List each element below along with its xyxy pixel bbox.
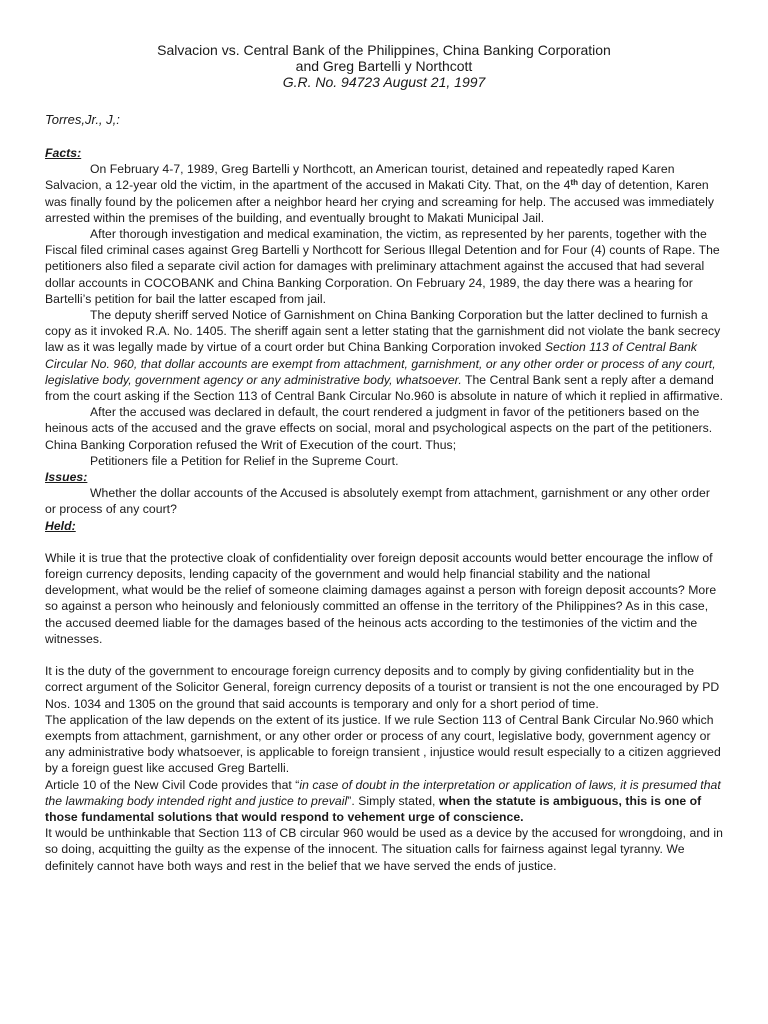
facts-paragraph-2: After thorough investigation and medical examination, the victim, as represented by her parents, together with the Fiscal filed criminal cases against Greg Bartelli y Northcott for Serious Illegal Detention and for Four (4) counts of Rape. The petitioners also filed a separate civil action for damages with preliminary attachment against the accused that had several dollar accounts in COCOBANK and China Banking Corporation. On February 24, 1989, the day there was a hearing for Bartelli’s petition for bail the latter escaped from jail.: [45, 227, 720, 306]
case-title: [0, 42, 768, 90]
facts-paragraph-5: Petitioners file a Petition for Relief in the Supreme Court.: [90, 453, 399, 468]
held-p4-bold: when the statute is ambiguous, this is one of those fundamental solutions that would respond to vehement urge of conscience.: [45, 793, 702, 824]
held-paragraph-3: The application of the law depends on the extent of its justice. If we rule Section 113 of Central Bank Circular No.960 which exempts from attachment, garnishment, or any other order or process of any court, legislative body, government agency or any administrative body whatsoever, is applicable to foreign transient , injustice would result especially to a citizen aggrieved by a foreign guest like accused Greg Bartelli.: [45, 712, 721, 776]
held-p4-text-b: ”. Simply stated,: [347, 793, 439, 808]
held-p4-italic: in case of doubt in the interpretation or application of laws, it is presumed that the lawmaking body intended right and justice to prevail: [45, 777, 721, 808]
document-body: [45, 145, 724, 874]
facts-p3-italic: Section 113 of Central Bank Circular No. 960, that dollar accounts are exempt from attachment, garnishment, or any other order or process of any court, legislative body, government agency or any administrative body, whatsoever.: [45, 340, 716, 387]
facts-p1-superscript: th: [570, 178, 579, 188]
held-paragraph-5: It would be unthinkable that Section 113 of CB circular 960 would be used as a device by the accused for wrongdoing, and in so doing, acquitting the guilty as the expense of the innocent. The situation calls for fairness against legal tyranny. We definitely cannot have both ways and rest in the belief that we have served the ends of justice.: [45, 826, 724, 873]
held-paragraph-4: [45, 777, 724, 826]
facts-p3-text-a: The deputy sheriff served Notice of Garnishment on China Banking Corporation but the latter declined to furnish a copy as it invoked R.A. No. 1405. The sheriff again sent a letter stating that the garnishment did not violate the bank secrecy law as it was legally made by virtue of a court order but China Banking Corporation invoked: [45, 308, 721, 355]
facts-paragraph-3: [45, 307, 724, 404]
held-heading: Held:: [45, 518, 76, 533]
held-paragraph-1: While it is true that the protective cloak of confidentiality over foreign deposit accounts would better encourage the inflow of foreign currency deposits, lending capacity of the government and would help financial stability and the national development, what would be the relief of someone claiming damages against a person with foreign deposit accounts? More so against a person who heinously and feloniously committed an offense in the territory of the Philippines? As in this case, the accused deemed liable for the damages based of the heinous acts according to the testimonies of the victim and the witnesses.: [45, 550, 717, 646]
facts-paragraph-1: [45, 161, 724, 226]
held-p4-text-a: Article 10 of the New Civil Code provides that “: [45, 777, 300, 792]
facts-p1-text-a: On February 4-7, 1989, Greg Bartelli y Northcott, an American tourist, detained and repeatedly raped Karen Salvacion, a 12-year old the victim, in the apartment of the accused in Makati City. That, on the 4: [45, 162, 675, 193]
issues-heading: Issues:: [45, 470, 88, 485]
facts-p1-text-b: day of detention, Karen was finally found by the policemen after a neighbor heard her crying and screaming for help. The accused was immediately arrested within the premises of the building, and eventually brought to Makati Municipal Jail.: [45, 178, 714, 225]
case-citation: G.R. No. 94723 August 21, 1997: [282, 74, 486, 90]
facts-paragraph-4: After the accused was declared in default, the court rendered a judgment in favor of the petitioners based on the heinous acts of the accused and the grave effects on social, moral and psychological aspects on the part of the petitioners. China Banking Corporation refused the Writ of Execution of the court. Thus;: [45, 405, 713, 452]
facts-heading: Facts:: [45, 146, 82, 160]
held-paragraph-2: It is the duty of the government to encourage foreign currency deposits and to comply by giving confidentiality but in the correct argument of the Solicitor General, foreign currency deposits of a tourist or transient is not the one encouraged by PD Nos. 1034 and 1305 on the ground that said accounts is temporary and only for a short period of time.: [45, 664, 720, 711]
ponente: Torres,Jr., J,:: [45, 112, 120, 127]
case-title-line1: Salvacion vs. Central Bank of the Philippines, China Banking Corporation: [157, 42, 611, 58]
case-title-line2: and Greg Bartelli y Northcott: [295, 58, 473, 74]
facts-p3-text-b: The Central Bank sent a reply after a demand from the court asking if the Section 113 of Central Bank Circular No.960 is absolute in nature of which it replied in affirmative.: [45, 372, 724, 404]
issues-paragraph-1: Whether the dollar accounts of the Accused is absolutely exempt from attachment, garnishment or any other order or process of any court?: [45, 486, 710, 517]
